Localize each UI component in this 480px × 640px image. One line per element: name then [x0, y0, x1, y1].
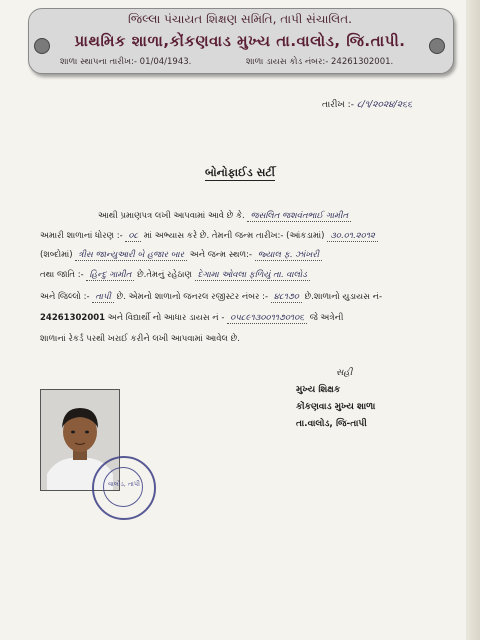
standard-value: ૦૮ [125, 231, 141, 242]
body-line-3 [40, 250, 322, 260]
stamp-text: વાલોડ, તાપી [108, 480, 140, 488]
aadhaar-number: ૦૫૮૯૧૩૦૦૧૧૭૦૧૦૬ [227, 313, 307, 324]
signature-location: તા.વાલોડ, જિ-તાપી [296, 419, 367, 429]
text-l5c: છે.શાળાનો યુડાયસ નં- [304, 292, 383, 302]
date-row [322, 100, 412, 110]
body-line-5 [40, 292, 382, 302]
text-l2a: અમારી શાળાનાં ધોરણ :- [40, 231, 123, 241]
text-l5a: અને જિલ્લો :- [40, 292, 90, 302]
school-stamp [92, 456, 156, 520]
birth-place: જ્યાલ ફ. ઝાંખરી [255, 250, 322, 261]
date-label: તારીખ :- [322, 100, 354, 110]
body-line-2 [40, 231, 378, 241]
body-line-1 [98, 211, 351, 221]
residence-value: દેગામા ઓવલા ફળિયું તા. વાલોડ [195, 270, 310, 281]
certificate-title [0, 166, 480, 180]
student-name: જસલિત જશવંતભાઈ ગામીત [247, 211, 351, 222]
text-l2b: માં અભ્યાસ કરે છે. તેમની જન્મ તારીખ:- (આંકડામાં) [143, 231, 325, 241]
body-line-6 [40, 313, 343, 323]
dob-digits: ૩૦.૦૧.૨૦૧૨ [327, 231, 378, 242]
text-l6a: અને વિદ્યાર્થી નો આધાર ડાયસ નં - [107, 313, 225, 323]
dise-code: શાળા ડાયસ કોડ નંબર:- 24261302001. [246, 57, 394, 67]
body-line-7: શાળાનાં રેકર્ડ પરથી ખરાઈ કરીને લખી આપવામાં આવેલ છે. [40, 334, 240, 344]
text-l3a: (શબ્દોમાં) [40, 250, 73, 260]
text-l4a: તથા જાતિ :- [40, 270, 84, 280]
signature-school: કોંકણવાડ મુખ્ય શાળા [296, 402, 376, 412]
established-date: શાળા સ્થાપના તારીખ:- 01/04/1943. [60, 57, 192, 67]
school-name: પ્રાથમિક શાળા,કોંકણવાડ મુખ્ય તા.વાલોડ, જિ.તાપી. [74, 32, 406, 50]
text-l5b: છે. એમનો શાળાનો જનરલ રજીસ્ટર નંબર :- [116, 292, 269, 302]
text-l6b: જે અત્રેની [309, 313, 344, 323]
signature-role: મુખ્ય શિક્ષક [296, 385, 341, 395]
page-spine-shadow [466, 0, 480, 640]
text-l3b: અને જન્મ સ્થળ:- [189, 250, 253, 260]
certificate-title-text: બોનોફાઈડ સર્ટી [205, 166, 275, 179]
header-line1: જિલ્લા પંચાયત શિક્ષણ સમિતિ, તાપી સંચાલિત. [128, 12, 352, 26]
udise-number: 24261302001 [40, 313, 106, 323]
text-l1: આથી પ્રમાણપત્ર લખી આપવામાં આવે છે કે. [98, 211, 245, 221]
dob-words: ત્રીસ જાન્યુઆરી બે હજાર બાર [75, 250, 187, 261]
text-l4b: છે.તેમનું રહેઠાણ [137, 270, 192, 280]
body-line-4 [40, 270, 310, 280]
date-value: ૮/૧/૨૦૨૪/૨૬૬ [356, 100, 413, 110]
caste-value: હિન્દુ ગામીત [86, 270, 134, 281]
district-value: તાપી [92, 292, 114, 303]
signature-scrawl: સહી [336, 368, 353, 378]
register-number: ૪૮૧૭૦ [271, 292, 302, 303]
